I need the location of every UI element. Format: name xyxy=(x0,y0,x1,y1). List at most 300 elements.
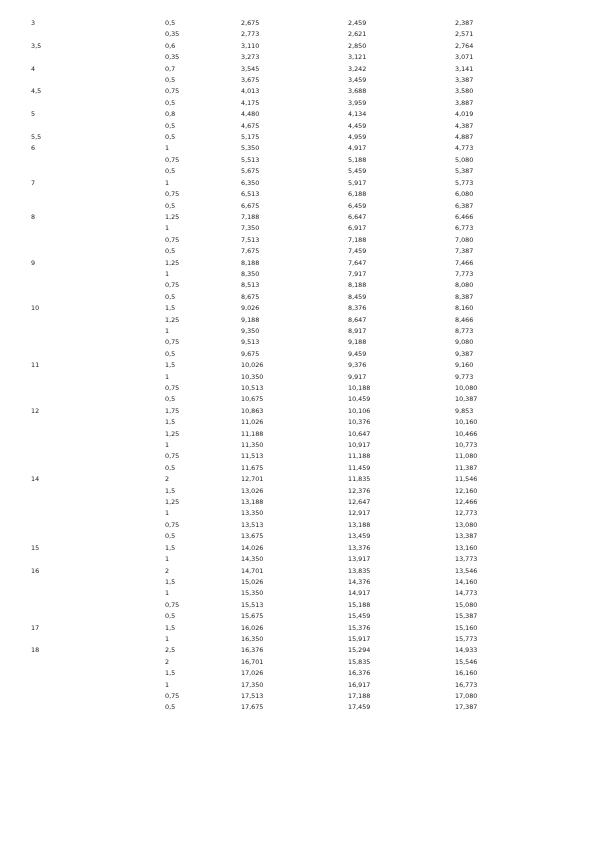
cell-value-1: 4,013 xyxy=(241,87,260,96)
table-row xyxy=(0,166,595,177)
cell-value-1: 13,188 xyxy=(241,498,264,507)
cell-value-1: 14,026 xyxy=(241,543,264,552)
cell-pitch: 1,5 xyxy=(165,418,176,427)
table-row xyxy=(0,132,595,143)
cell-pitch: 0,75 xyxy=(165,155,180,164)
cell-size: 5 xyxy=(31,110,36,119)
cell-pitch: 0,5 xyxy=(165,612,176,621)
cell-pitch: 1,5 xyxy=(165,577,176,586)
cell-value-3: 8,080 xyxy=(455,281,474,290)
cell-value-3: 7,466 xyxy=(455,258,474,267)
cell-value-2: 11,188 xyxy=(348,452,371,461)
cell-value-3: 10,387 xyxy=(455,395,478,404)
cell-value-2: 10,188 xyxy=(348,384,371,392)
table-row xyxy=(0,634,595,645)
cell-value-2: 13,835 xyxy=(348,566,371,575)
cell-value-3: 15,080 xyxy=(455,600,478,609)
cell-value-3: 5,387 xyxy=(455,167,474,176)
cell-value-1: 16,350 xyxy=(241,634,264,643)
table-row xyxy=(0,223,595,234)
cell-value-1: 9,350 xyxy=(241,326,260,335)
table-row xyxy=(0,383,595,394)
cell-value-2: 11,459 xyxy=(348,463,371,472)
cell-value-1: 7,350 xyxy=(241,224,260,233)
table-row xyxy=(0,691,595,702)
cell-value-2: 5,188 xyxy=(348,155,367,164)
cell-value-3: 13,773 xyxy=(455,555,478,564)
table-row xyxy=(0,121,595,132)
cell-value-2: 5,459 xyxy=(348,167,367,176)
data-table xyxy=(0,18,595,714)
cell-value-2: 15,188 xyxy=(348,600,371,609)
cell-pitch: 0,5 xyxy=(165,247,176,256)
cell-value-3: 5,080 xyxy=(455,155,474,164)
cell-value-3: 14,160 xyxy=(455,577,478,586)
cell-value-2: 9,188 xyxy=(348,338,367,347)
table-row xyxy=(0,269,595,280)
cell-pitch: 0,75 xyxy=(165,384,180,392)
cell-pitch: 1,5 xyxy=(165,361,176,370)
cell-value-1: 17,026 xyxy=(241,669,264,678)
table-row xyxy=(0,360,595,371)
cell-value-2: 10,106 xyxy=(348,406,371,415)
table-row xyxy=(0,600,595,611)
cell-value-3: 14,933 xyxy=(455,646,478,655)
cell-pitch: 2 xyxy=(165,475,170,484)
cell-pitch: 0,7 xyxy=(165,64,176,73)
cell-pitch: 1 xyxy=(165,269,170,278)
cell-value-1: 13,350 xyxy=(241,509,264,518)
cell-pitch: 0,5 xyxy=(165,167,176,176)
cell-pitch: 1 xyxy=(165,634,170,643)
cell-value-1: 14,701 xyxy=(241,566,264,575)
table-row xyxy=(0,440,595,451)
cell-value-3: 17,387 xyxy=(455,703,478,712)
cell-size: 8 xyxy=(31,212,36,221)
cell-value-1: 13,026 xyxy=(241,486,264,495)
table-row xyxy=(0,109,595,120)
cell-size: 11 xyxy=(31,361,40,370)
cell-size: 9 xyxy=(31,258,36,267)
cell-value-1: 10,350 xyxy=(241,372,264,381)
cell-pitch: 0,5 xyxy=(165,463,176,472)
cell-value-2: 12,917 xyxy=(348,509,371,518)
table-row xyxy=(0,292,595,303)
cell-value-1: 6,513 xyxy=(241,190,260,199)
table-row xyxy=(0,566,595,577)
cell-value-1: 8,675 xyxy=(241,292,260,301)
cell-value-1: 11,513 xyxy=(241,452,264,461)
cell-value-1: 3,110 xyxy=(241,41,260,50)
table-row xyxy=(0,212,595,223)
cell-pitch: 0,5 xyxy=(165,395,176,404)
cell-value-1: 5,513 xyxy=(241,155,260,164)
table-row xyxy=(0,372,595,383)
cell-value-1: 7,675 xyxy=(241,247,260,256)
table-row xyxy=(0,486,595,497)
cell-value-1: 16,701 xyxy=(241,657,264,666)
cell-size: 15 xyxy=(31,543,40,552)
cell-value-3: 8,160 xyxy=(455,304,474,313)
table-row xyxy=(0,41,595,52)
cell-pitch: 1,25 xyxy=(165,258,180,267)
table-row xyxy=(0,474,595,485)
cell-value-1: 11,675 xyxy=(241,463,264,472)
table-row xyxy=(0,280,595,291)
cell-value-2: 7,459 xyxy=(348,247,367,256)
cell-value-3: 14,773 xyxy=(455,589,478,598)
cell-value-3: 16,773 xyxy=(455,680,478,689)
cell-size: 16 xyxy=(31,566,40,575)
cell-value-1: 15,513 xyxy=(241,600,264,609)
table-row xyxy=(0,86,595,97)
cell-value-2: 15,835 xyxy=(348,657,371,666)
cell-pitch: 1,5 xyxy=(165,486,176,495)
cell-value-1: 8,513 xyxy=(241,281,260,290)
cell-value-2: 17,459 xyxy=(348,703,371,712)
table-row xyxy=(0,429,595,440)
table-row xyxy=(0,623,595,634)
cell-value-2: 4,459 xyxy=(348,121,367,130)
cell-value-3: 13,387 xyxy=(455,532,478,541)
cell-pitch: 1 xyxy=(165,178,170,187)
cell-pitch: 1 xyxy=(165,555,170,564)
cell-value-1: 6,675 xyxy=(241,201,260,210)
cell-value-2: 3,121 xyxy=(348,53,367,62)
cell-value-2: 15,376 xyxy=(348,623,371,632)
cell-value-2: 6,459 xyxy=(348,201,367,210)
cell-pitch: 1,25 xyxy=(165,429,180,438)
cell-pitch: 0,5 xyxy=(165,133,176,142)
cell-pitch: 1,25 xyxy=(165,212,180,221)
cell-value-3: 10,773 xyxy=(455,441,478,450)
cell-value-3: 15,160 xyxy=(455,623,478,632)
table-row xyxy=(0,531,595,542)
cell-pitch: 2 xyxy=(165,566,170,575)
cell-value-2: 7,188 xyxy=(348,235,367,244)
table-row xyxy=(0,680,595,691)
cell-value-2: 3,459 xyxy=(348,76,367,85)
cell-value-1: 5,675 xyxy=(241,167,260,176)
cell-value-2: 8,917 xyxy=(348,326,367,335)
cell-value-3: 3,887 xyxy=(455,98,474,107)
cell-value-1: 10,863 xyxy=(241,406,264,415)
cell-value-1: 4,175 xyxy=(241,98,260,107)
cell-value-2: 14,376 xyxy=(348,577,371,586)
cell-value-1: 15,350 xyxy=(241,589,264,598)
cell-value-3: 12,466 xyxy=(455,498,478,507)
table-row xyxy=(0,258,595,269)
cell-pitch: 0,5 xyxy=(165,121,176,130)
cell-pitch: 0,75 xyxy=(165,452,180,461)
cell-size: 10 xyxy=(31,304,40,313)
cell-value-1: 7,188 xyxy=(241,212,260,221)
cell-value-2: 17,188 xyxy=(348,691,371,700)
table-row xyxy=(0,29,595,40)
cell-value-3: 5,773 xyxy=(455,178,474,187)
table-row xyxy=(0,611,595,622)
cell-pitch: 1,25 xyxy=(165,498,180,507)
cell-value-3: 4,019 xyxy=(455,110,474,119)
cell-pitch: 0,75 xyxy=(165,338,180,347)
cell-pitch: 0,75 xyxy=(165,520,180,529)
cell-value-1: 17,675 xyxy=(241,703,264,712)
cell-value-2: 13,188 xyxy=(348,520,371,529)
table-row xyxy=(0,588,595,599)
table-row xyxy=(0,52,595,63)
cell-pitch: 1 xyxy=(165,680,170,689)
cell-value-2: 2,850 xyxy=(348,41,367,50)
cell-value-1: 3,675 xyxy=(241,76,260,85)
cell-value-1: 2,773 xyxy=(241,30,260,39)
cell-pitch: 1 xyxy=(165,509,170,518)
cell-value-1: 13,675 xyxy=(241,532,264,541)
table-row xyxy=(0,303,595,314)
table-row xyxy=(0,406,595,417)
cell-pitch: 1 xyxy=(165,372,170,381)
cell-value-3: 8,387 xyxy=(455,292,474,301)
table-row xyxy=(0,451,595,462)
table-row xyxy=(0,64,595,75)
cell-value-1: 10,513 xyxy=(241,384,264,392)
cell-pitch: 0,5 xyxy=(165,98,176,107)
cell-value-2: 6,647 xyxy=(348,212,367,221)
cell-value-2: 7,917 xyxy=(348,269,367,278)
cell-value-3: 4,887 xyxy=(455,133,474,142)
cell-value-2: 8,459 xyxy=(348,292,367,301)
cell-value-3: 2,764 xyxy=(455,41,474,50)
cell-pitch: 0,5 xyxy=(165,19,176,27)
cell-pitch: 1,25 xyxy=(165,315,180,324)
cell-value-3: 9,773 xyxy=(455,372,474,381)
cell-value-2: 9,459 xyxy=(348,349,367,358)
cell-value-1: 17,350 xyxy=(241,680,264,689)
cell-value-3: 6,466 xyxy=(455,212,474,221)
cell-value-1: 9,188 xyxy=(241,315,260,324)
cell-pitch: 0,75 xyxy=(165,600,180,609)
cell-value-3: 4,773 xyxy=(455,144,474,153)
cell-pitch: 1,75 xyxy=(165,406,180,415)
cell-size: 17 xyxy=(31,623,40,632)
cell-pitch: 0,75 xyxy=(165,235,180,244)
cell-value-1: 11,026 xyxy=(241,418,264,427)
cell-value-1: 8,350 xyxy=(241,269,260,278)
cell-pitch: 0,35 xyxy=(165,30,180,39)
cell-value-2: 2,459 xyxy=(348,19,367,27)
cell-value-2: 15,917 xyxy=(348,634,371,643)
cell-pitch: 0,6 xyxy=(165,41,176,50)
cell-pitch: 1,5 xyxy=(165,304,176,313)
cell-value-1: 4,675 xyxy=(241,121,260,130)
cell-value-3: 4,387 xyxy=(455,121,474,130)
table-row xyxy=(0,315,595,326)
cell-value-1: 10,675 xyxy=(241,395,264,404)
table-row xyxy=(0,337,595,348)
cell-value-3: 8,773 xyxy=(455,326,474,335)
cell-pitch: 0,5 xyxy=(165,201,176,210)
cell-pitch: 1 xyxy=(165,326,170,335)
cell-value-2: 10,647 xyxy=(348,429,371,438)
cell-size: 5,5 xyxy=(31,133,42,142)
table-row xyxy=(0,463,595,474)
table-row xyxy=(0,201,595,212)
cell-value-1: 3,273 xyxy=(241,53,260,62)
cell-value-1: 3,545 xyxy=(241,64,260,73)
cell-value-3: 10,080 xyxy=(455,384,478,392)
cell-size: 3 xyxy=(31,19,36,27)
cell-pitch: 1 xyxy=(165,589,170,598)
cell-size: 6 xyxy=(31,144,36,153)
cell-pitch: 0,75 xyxy=(165,190,180,199)
cell-pitch: 1,5 xyxy=(165,543,176,552)
cell-value-2: 15,294 xyxy=(348,646,371,655)
cell-value-2: 4,134 xyxy=(348,110,367,119)
cell-value-2: 11,835 xyxy=(348,475,371,484)
cell-value-1: 9,513 xyxy=(241,338,260,347)
cell-value-3: 10,160 xyxy=(455,418,478,427)
table-row xyxy=(0,645,595,656)
cell-pitch: 1 xyxy=(165,441,170,450)
cell-pitch: 0,5 xyxy=(165,532,176,541)
cell-value-2: 13,917 xyxy=(348,555,371,564)
cell-value-2: 15,459 xyxy=(348,612,371,621)
cell-value-2: 16,917 xyxy=(348,680,371,689)
cell-pitch: 0,75 xyxy=(165,691,180,700)
table-row xyxy=(0,246,595,257)
cell-value-3: 9,160 xyxy=(455,361,474,370)
table-row xyxy=(0,497,595,508)
cell-value-2: 6,917 xyxy=(348,224,367,233)
table-row xyxy=(0,554,595,565)
cell-value-2: 3,688 xyxy=(348,87,367,96)
cell-value-1: 15,675 xyxy=(241,612,264,621)
cell-value-1: 11,350 xyxy=(241,441,264,450)
cell-value-3: 11,387 xyxy=(455,463,478,472)
cell-value-2: 4,959 xyxy=(348,133,367,142)
cell-value-2: 12,376 xyxy=(348,486,371,495)
cell-value-3: 10,466 xyxy=(455,429,478,438)
cell-pitch: 0,75 xyxy=(165,87,180,96)
cell-value-1: 12,701 xyxy=(241,475,264,484)
table-row xyxy=(0,577,595,588)
cell-pitch: 0,5 xyxy=(165,292,176,301)
cell-value-3: 15,773 xyxy=(455,634,478,643)
cell-value-2: 9,917 xyxy=(348,372,367,381)
table-row xyxy=(0,508,595,519)
cell-value-2: 4,917 xyxy=(348,144,367,153)
table-row xyxy=(0,326,595,337)
cell-value-3: 9,853 xyxy=(455,406,474,415)
cell-value-2: 8,376 xyxy=(348,304,367,313)
cell-pitch: 1,5 xyxy=(165,669,176,678)
cell-value-1: 17,513 xyxy=(241,691,264,700)
cell-pitch: 0,5 xyxy=(165,76,176,85)
table-row xyxy=(0,417,595,428)
cell-value-3: 12,160 xyxy=(455,486,478,495)
table-row xyxy=(0,543,595,554)
cell-value-3: 3,580 xyxy=(455,87,474,96)
cell-value-3: 11,080 xyxy=(455,452,478,461)
cell-value-3: 7,773 xyxy=(455,269,474,278)
table-row xyxy=(0,75,595,86)
cell-value-1: 13,513 xyxy=(241,520,264,529)
cell-value-2: 10,459 xyxy=(348,395,371,404)
cell-pitch: 2 xyxy=(165,657,170,666)
cell-pitch: 0,5 xyxy=(165,349,176,358)
cell-value-3: 12,773 xyxy=(455,509,478,518)
table-row xyxy=(0,235,595,246)
table-row xyxy=(0,18,595,29)
cell-value-3: 9,387 xyxy=(455,349,474,358)
cell-value-2: 10,376 xyxy=(348,418,371,427)
cell-value-3: 6,773 xyxy=(455,224,474,233)
cell-value-3: 8,466 xyxy=(455,315,474,324)
cell-value-3: 11,546 xyxy=(455,475,478,484)
cell-value-1: 7,513 xyxy=(241,235,260,244)
cell-value-1: 16,376 xyxy=(241,646,264,655)
table-row xyxy=(0,668,595,679)
cell-pitch: 2,5 xyxy=(165,646,176,655)
cell-value-3: 13,160 xyxy=(455,543,478,552)
table-row xyxy=(0,189,595,200)
cell-pitch: 0,8 xyxy=(165,110,176,119)
cell-pitch: 0,5 xyxy=(165,703,176,712)
cell-value-1: 6,350 xyxy=(241,178,260,187)
cell-value-1: 10,026 xyxy=(241,361,264,370)
cell-value-2: 14,917 xyxy=(348,589,371,598)
cell-pitch: 1 xyxy=(165,224,170,233)
cell-value-2: 6,188 xyxy=(348,190,367,199)
cell-value-3: 13,546 xyxy=(455,566,478,575)
cell-size: 3,5 xyxy=(31,41,42,50)
cell-pitch: 0,35 xyxy=(165,53,180,62)
cell-size: 4,5 xyxy=(31,87,42,96)
cell-value-3: 16,160 xyxy=(455,669,478,678)
cell-value-2: 8,647 xyxy=(348,315,367,324)
cell-value-3: 6,080 xyxy=(455,190,474,199)
table-row xyxy=(0,657,595,668)
table-row xyxy=(0,155,595,166)
table-row xyxy=(0,520,595,531)
cell-value-1: 5,175 xyxy=(241,133,260,142)
cell-value-3: 3,071 xyxy=(455,53,474,62)
cell-size: 12 xyxy=(31,406,40,415)
cell-pitch: 1,5 xyxy=(165,623,176,632)
cell-value-1: 15,026 xyxy=(241,577,264,586)
cell-value-3: 17,080 xyxy=(455,691,478,700)
cell-value-3: 9,080 xyxy=(455,338,474,347)
cell-value-3: 7,387 xyxy=(455,247,474,256)
cell-size: 14 xyxy=(31,475,40,484)
cell-value-2: 5,917 xyxy=(348,178,367,187)
cell-size: 7 xyxy=(31,178,36,187)
cell-value-3: 3,141 xyxy=(455,64,474,73)
table-row xyxy=(0,349,595,360)
cell-value-2: 10,917 xyxy=(348,441,371,450)
cell-value-2: 13,459 xyxy=(348,532,371,541)
cell-value-2: 3,959 xyxy=(348,98,367,107)
cell-value-2: 13,376 xyxy=(348,543,371,552)
cell-value-1: 16,026 xyxy=(241,623,264,632)
cell-value-3: 2,387 xyxy=(455,19,474,27)
cell-value-2: 3,242 xyxy=(348,64,367,73)
table-row xyxy=(0,143,595,154)
cell-value-1: 11,188 xyxy=(241,429,264,438)
cell-value-3: 15,546 xyxy=(455,657,478,666)
cell-value-1: 5,350 xyxy=(241,144,260,153)
table-row xyxy=(0,394,595,405)
cell-value-2: 2,621 xyxy=(348,30,367,39)
